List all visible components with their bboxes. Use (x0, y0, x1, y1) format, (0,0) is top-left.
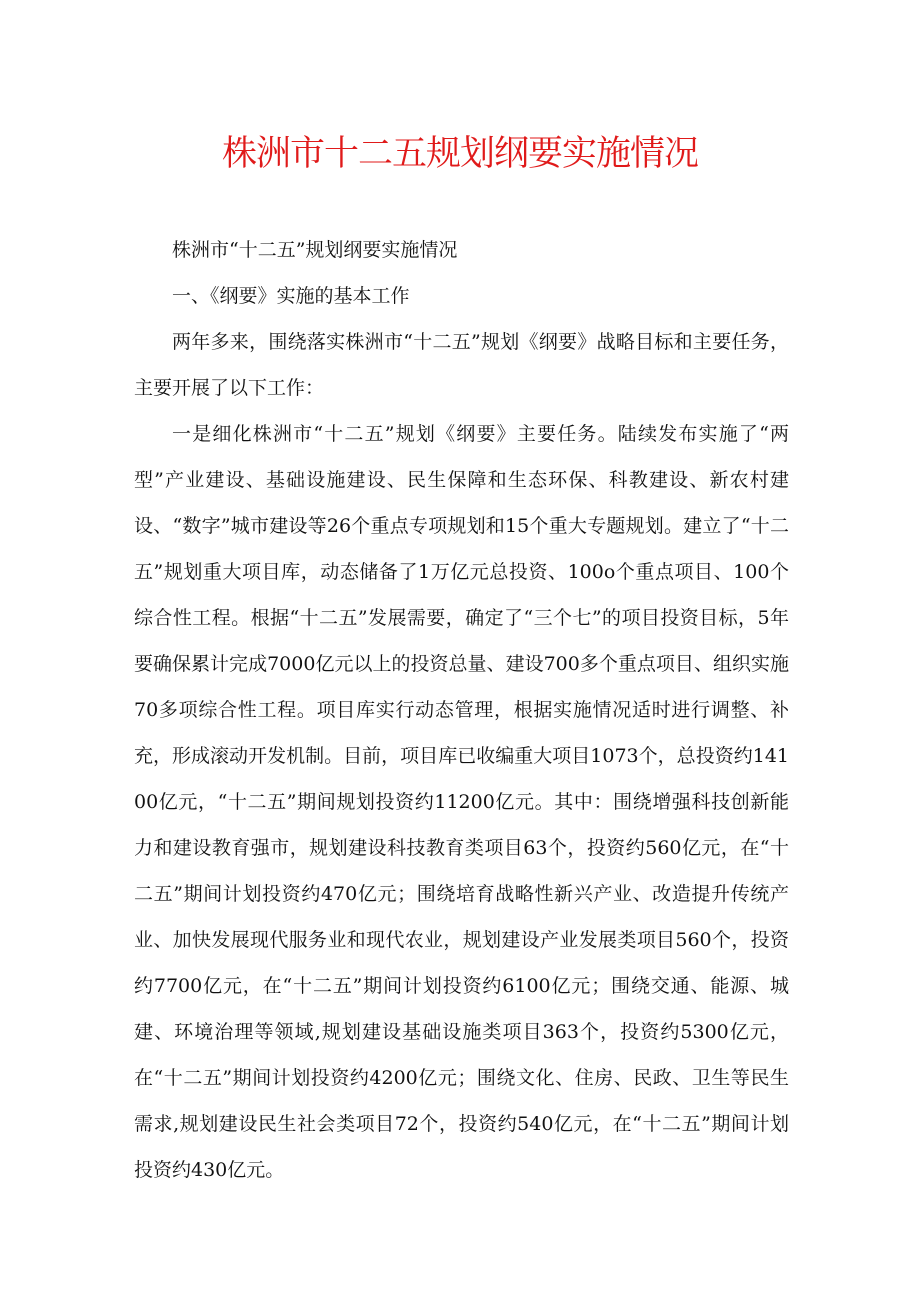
paragraph-subtitle: 株洲市“十二五”规划纲要实施情况 (172, 239, 458, 261)
paragraph-intro: 两年多来，围绕落实株洲市“十二五”规划《纲要》战略目标和主要任务，主要开展了以下工作： (134, 331, 789, 399)
document-body (134, 227, 789, 1193)
document-title: 株洲市十二五规划纲要实施情况 (221, 134, 698, 174)
section-heading: 一、《纲要》实施的基本工作 (172, 285, 410, 307)
paragraph-main: 一是细化株洲市“十二五”规划《纲要》主要任务。陆续发布实施了“两型”产业建设、基础设施建设、民生保障和生态环保、科教建设、新农村建设、“数字”城市建设等26个重点专项规划和15个重大专题规划。建立了“十二五”规划重大项目库，动态储备了1万亿元总投资、100o个重点项目、100个综合性工程。根据“十二五”发展需要，确定了“三个七”的项目投资目标，5年要确保累计完成7000亿元以上的投资总量、建设700多个重点项目、组织实施70多项综合性工程。项目库实行动态管理，根据实施情况适时进行调整、补充，形成滚动开发机制。目前，项目库已收编重大项目1073个，总投资约14100亿元，“十二五”期间规划投资约11200亿元。其中：围绕增强科技创新能力和建设教育强市，规划建设科技教育类项目63个，投资约560亿元，在“十二五”期间计划投资约470亿元；围绕培育战略性新兴产业、改造提升传统产业、加快发展现代服务业和现代农业，规划建设产业发展类项目560个，投资约7700亿元，在“十二五”期间计划投资约6100亿元；围绕交通、能源、城建、环境治理等领域,规划建设基础设施类项目363个，投资约5300亿元，在“十二五”期间计划投资约4200亿元；围绕文化、住房、民政、卫生等民生需求,规划建设民生社会类项目72个，投资约540亿元，在“十二五”期间计划投资约430亿元。 (134, 423, 789, 1181)
